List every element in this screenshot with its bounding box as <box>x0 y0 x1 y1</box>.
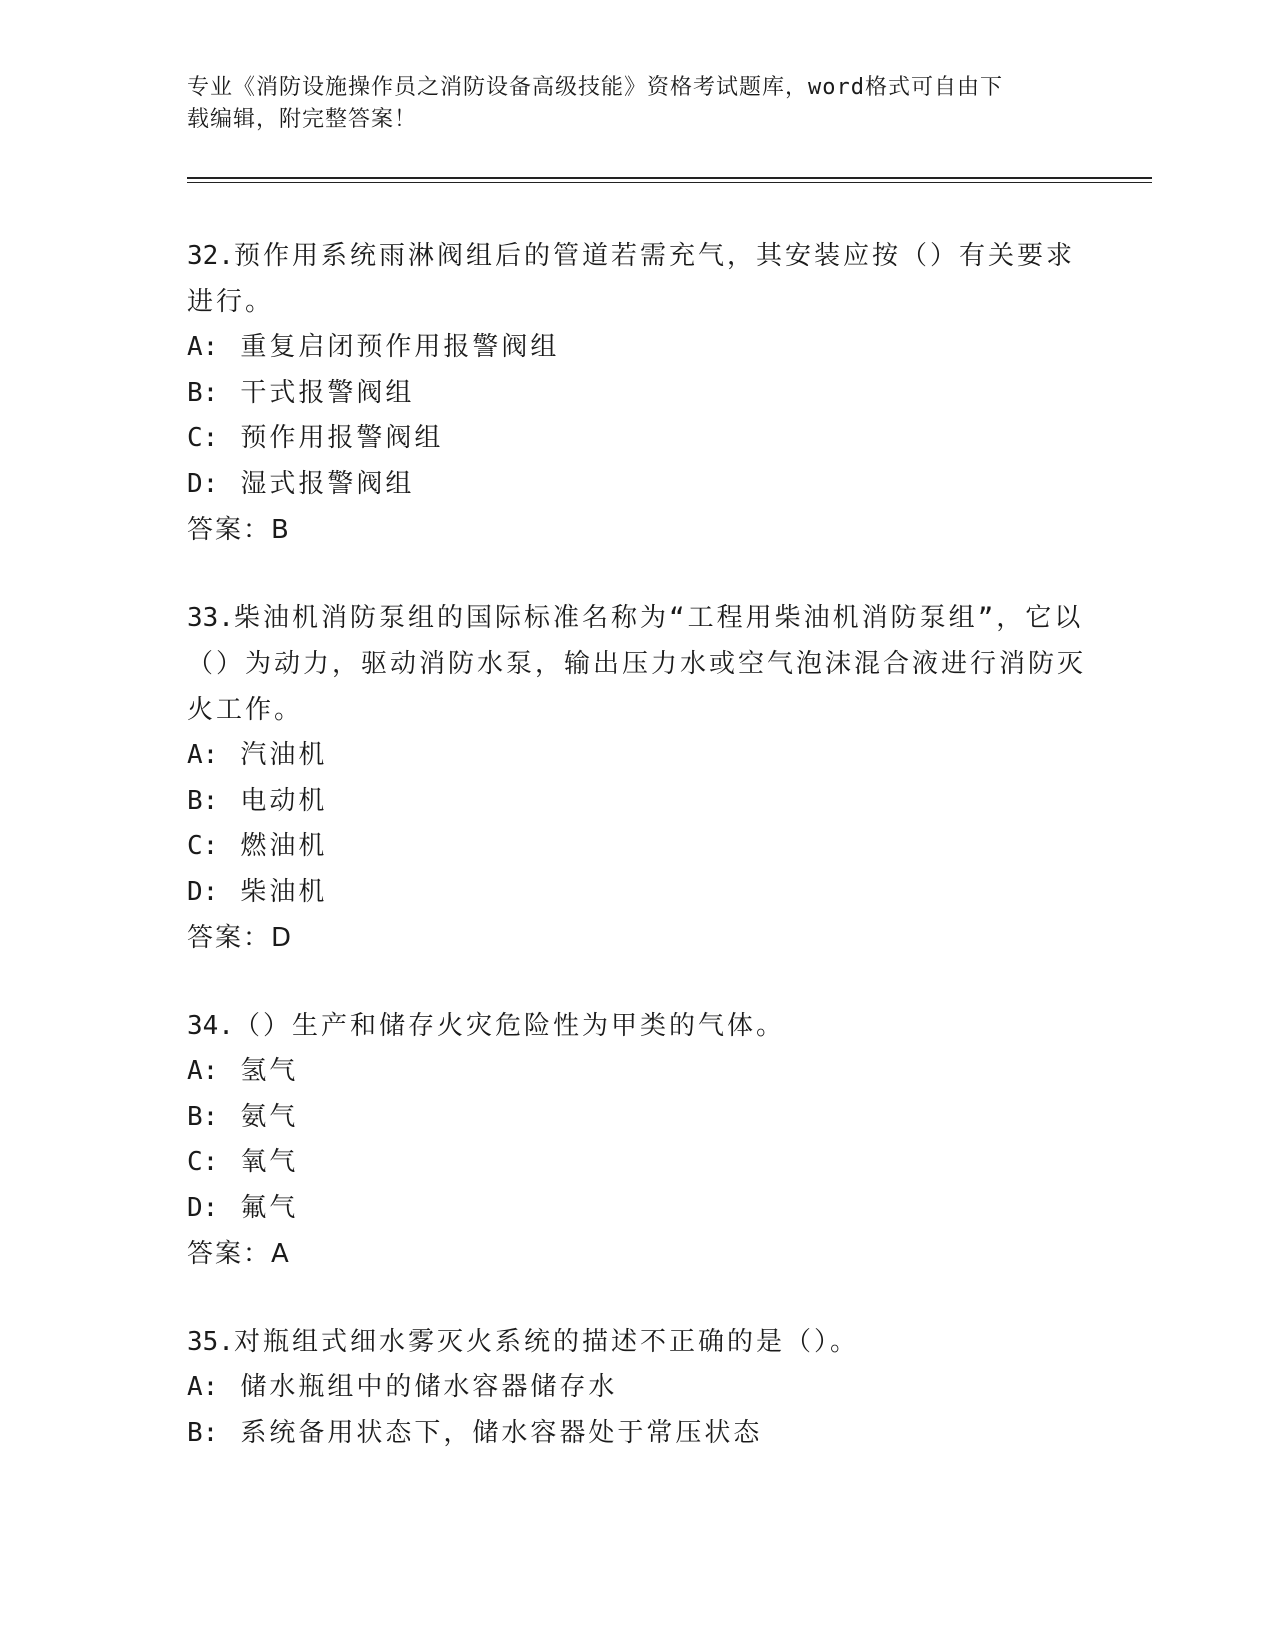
header-rule-thin <box>187 182 1152 183</box>
option-text: 氢气 <box>240 1056 299 1086</box>
option-text: 氟气 <box>240 1192 299 1223</box>
option-c <box>187 1140 1087 1186</box>
option-key: B: <box>187 1417 219 1448</box>
question-body: （）生产和储存火灾危险性为甲类的气体。 <box>233 1011 785 1041</box>
answer-line: 答案：D <box>187 923 294 953</box>
option-c <box>187 824 1087 870</box>
option-text: 电动机 <box>240 785 328 816</box>
question-34 <box>187 1003 1087 1277</box>
option-key: A: <box>187 1372 219 1402</box>
option-b <box>187 1411 1087 1457</box>
question-list <box>187 233 1087 1498</box>
option-key: C: <box>187 831 219 861</box>
option-key: B: <box>187 377 219 408</box>
question-text <box>187 1319 1087 1365</box>
option-key: D: <box>187 468 219 499</box>
option-a <box>187 1049 1087 1095</box>
option-a <box>187 733 1087 779</box>
option-b <box>187 779 1087 825</box>
question-text <box>187 595 1087 733</box>
header-rule-thick <box>187 177 1152 179</box>
option-d <box>187 462 1087 508</box>
option-key: D: <box>187 876 219 907</box>
option-a <box>187 1365 1087 1411</box>
option-key: A: <box>187 1056 219 1086</box>
question-number: 33. <box>187 603 234 633</box>
answer-line: 答案：B <box>187 515 291 545</box>
option-a <box>187 325 1087 371</box>
option-text: 柴油机 <box>240 876 328 907</box>
option-key: A: <box>187 332 219 362</box>
question-number: 32. <box>187 241 234 271</box>
option-text: 储水瓶组中的储水容器储存水 <box>240 1372 618 1402</box>
answer-line: 答案：A <box>187 1239 291 1269</box>
question-body: 预作用系统雨淋阀组后的管道若需充气，其安装应按（）有关要求进行。 <box>187 241 1075 317</box>
question-32 <box>187 233 1087 553</box>
header-line-2: 载编辑，附完整答案！ <box>187 107 418 132</box>
question-text <box>187 233 1087 325</box>
option-key: C: <box>187 1147 219 1177</box>
question-35 <box>187 1319 1087 1456</box>
option-key: C: <box>187 423 219 453</box>
option-text: 湿式报警阀组 <box>240 468 415 499</box>
option-key: B: <box>187 1101 219 1132</box>
option-text: 汽油机 <box>240 740 328 770</box>
question-text <box>187 1003 1087 1049</box>
question-33 <box>187 595 1087 961</box>
option-key: D: <box>187 1192 219 1223</box>
header-line-1: 专业《消防设施操作员之消防设备高级技能》资格考试题库，word格式可自由下 <box>187 75 1003 100</box>
option-text: 干式报警阀组 <box>240 377 415 408</box>
question-body: 柴油机消防泵组的国际标准名称为“工程用柴油机消防泵组”，它以（）为动力，驱动消防水泵，输出压力水或空气泡沫混合液进行消防灭火工作。 <box>187 603 1087 725</box>
question-number: 35. <box>187 1327 234 1357</box>
option-key: A: <box>187 740 219 770</box>
option-b <box>187 371 1087 417</box>
option-text: 燃油机 <box>240 831 328 861</box>
option-c <box>187 416 1087 462</box>
option-b <box>187 1095 1087 1141</box>
question-number: 34. <box>187 1011 234 1041</box>
option-text: 预作用报警阀组 <box>240 423 444 453</box>
option-d <box>187 870 1087 916</box>
option-d <box>187 1186 1087 1232</box>
document-header <box>187 72 1067 136</box>
option-key: B: <box>187 785 219 816</box>
option-text: 重复启闭预作用报警阀组 <box>240 332 560 362</box>
option-text: 氨气 <box>240 1101 299 1132</box>
option-text: 系统备用状态下，储水容器处于常压状态 <box>240 1417 763 1448</box>
option-text: 氧气 <box>240 1147 299 1177</box>
question-body: 对瓶组式细水雾灭火系统的描述不正确的是（）。 <box>233 1327 859 1357</box>
